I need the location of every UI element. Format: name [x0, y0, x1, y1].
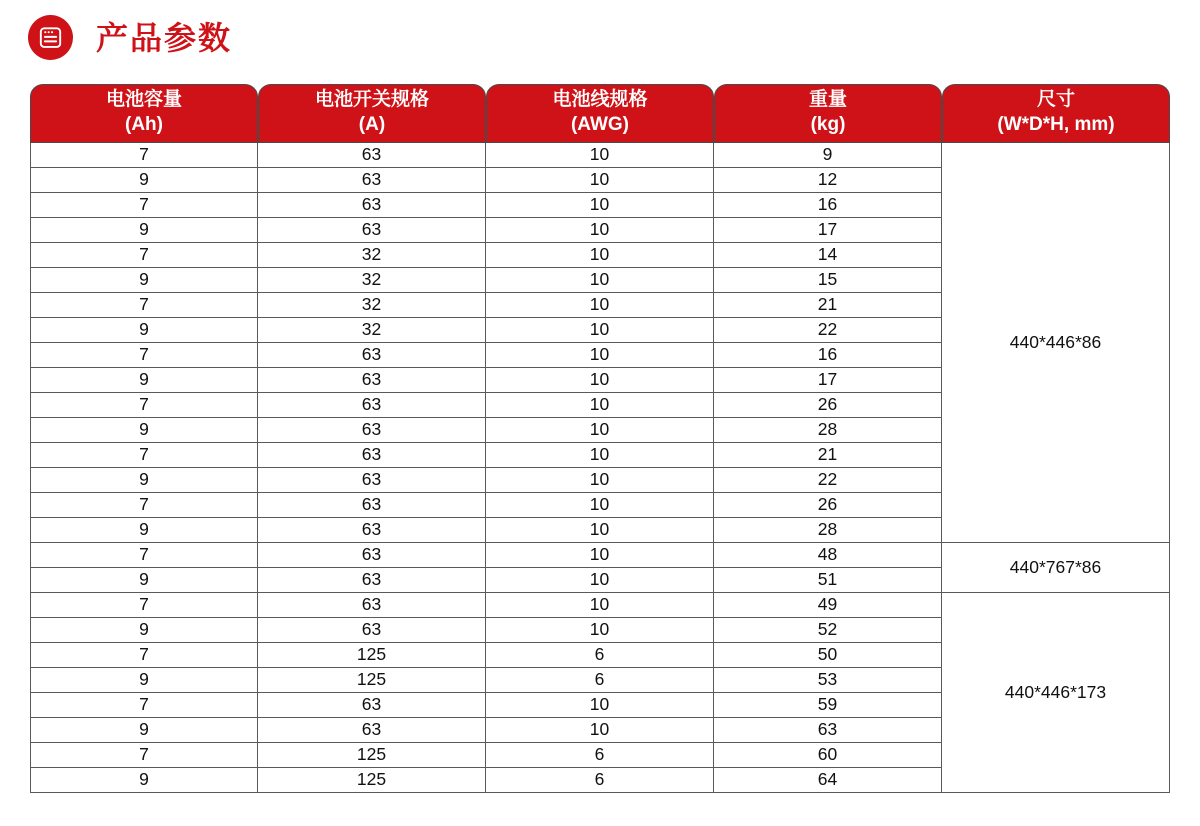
header-unit: (AWG)	[570, 113, 630, 135]
header-unit: (W*D*H, mm)	[997, 113, 1115, 135]
wire-spec-cell: 10	[486, 293, 714, 318]
weight-cell: 49	[714, 593, 942, 618]
battery-capacity-cell: 9	[30, 318, 258, 343]
weight-cell: 15	[714, 268, 942, 293]
weight-cell: 26	[714, 493, 942, 518]
switch-spec-cell: 63	[258, 568, 486, 593]
header-dimensions	[942, 84, 1170, 143]
weight-cell: 28	[714, 518, 942, 543]
switch-spec-cell: 63	[258, 393, 486, 418]
section-header	[28, 15, 232, 60]
switch-spec-cell: 125	[258, 768, 486, 793]
weight-cell: 60	[714, 743, 942, 768]
battery-capacity-cell: 7	[30, 143, 258, 168]
weight-cell: 14	[714, 243, 942, 268]
wire-spec-cell: 10	[486, 418, 714, 443]
switch-spec-cell: 63	[258, 343, 486, 368]
switch-spec-cell: 63	[258, 543, 486, 568]
switch-spec-cell: 63	[258, 468, 486, 493]
table-row	[30, 593, 1170, 618]
weight-cell: 64	[714, 768, 942, 793]
battery-capacity-cell: 7	[30, 543, 258, 568]
weight-cell: 48	[714, 543, 942, 568]
header-unit: (Ah)	[125, 113, 163, 135]
battery-capacity-cell: 7	[30, 693, 258, 718]
wire-spec-cell: 10	[486, 568, 714, 593]
battery-capacity-cell: 7	[30, 393, 258, 418]
weight-cell: 59	[714, 693, 942, 718]
wire-spec-cell: 10	[486, 543, 714, 568]
battery-capacity-cell: 9	[30, 718, 258, 743]
dimension-cell: 440*446*86	[942, 143, 1170, 543]
switch-spec-cell: 63	[258, 593, 486, 618]
spec-sheet-icon	[28, 15, 73, 60]
dimension-cell: 440*767*86	[942, 543, 1170, 593]
header-wire-spec	[486, 84, 714, 143]
battery-capacity-cell: 9	[30, 668, 258, 693]
header-label: 重量	[808, 88, 847, 110]
battery-capacity-cell: 7	[30, 593, 258, 618]
switch-spec-cell: 63	[258, 193, 486, 218]
table-header-row	[30, 84, 1170, 143]
weight-cell: 16	[714, 193, 942, 218]
header-unit: (A)	[358, 113, 386, 135]
table-body	[30, 143, 1170, 793]
wire-spec-cell: 10	[486, 268, 714, 293]
wire-spec-cell: 10	[486, 368, 714, 393]
battery-capacity-cell: 9	[30, 368, 258, 393]
wire-spec-cell: 10	[486, 393, 714, 418]
battery-capacity-cell: 7	[30, 493, 258, 518]
weight-cell: 21	[714, 443, 942, 468]
weight-cell: 22	[714, 468, 942, 493]
wire-spec-cell: 10	[486, 143, 714, 168]
switch-spec-cell: 32	[258, 293, 486, 318]
battery-capacity-cell: 7	[30, 193, 258, 218]
switch-spec-cell: 63	[258, 443, 486, 468]
battery-capacity-cell: 9	[30, 168, 258, 193]
battery-capacity-cell: 9	[30, 518, 258, 543]
weight-cell: 26	[714, 393, 942, 418]
weight-cell: 53	[714, 668, 942, 693]
wire-spec-cell: 6	[486, 668, 714, 693]
weight-cell: 28	[714, 418, 942, 443]
switch-spec-cell: 63	[258, 143, 486, 168]
page-title: 产品参数	[96, 19, 233, 56]
battery-capacity-cell: 7	[30, 293, 258, 318]
battery-capacity-cell: 9	[30, 618, 258, 643]
header-label: 电池开关规格	[314, 88, 429, 110]
battery-capacity-cell: 9	[30, 768, 258, 793]
table-header	[30, 84, 1170, 143]
wire-spec-cell: 10	[486, 693, 714, 718]
switch-spec-cell: 32	[258, 243, 486, 268]
header-switch-spec	[258, 84, 486, 143]
weight-cell: 63	[714, 718, 942, 743]
weight-cell: 50	[714, 643, 942, 668]
weight-cell: 22	[714, 318, 942, 343]
weight-cell: 21	[714, 293, 942, 318]
battery-capacity-cell: 7	[30, 743, 258, 768]
wire-spec-cell: 6	[486, 743, 714, 768]
battery-capacity-cell: 9	[30, 418, 258, 443]
battery-capacity-cell: 9	[30, 468, 258, 493]
battery-capacity-cell: 9	[30, 268, 258, 293]
switch-spec-cell: 125	[258, 668, 486, 693]
weight-cell: 12	[714, 168, 942, 193]
wire-spec-cell: 10	[486, 193, 714, 218]
weight-cell: 16	[714, 343, 942, 368]
wire-spec-cell: 10	[486, 718, 714, 743]
wire-spec-cell: 10	[486, 318, 714, 343]
wire-spec-cell: 10	[486, 593, 714, 618]
dimension-cell: 440*446*173	[942, 593, 1170, 793]
switch-spec-cell: 125	[258, 643, 486, 668]
weight-cell: 52	[714, 618, 942, 643]
battery-capacity-cell: 7	[30, 443, 258, 468]
battery-capacity-cell: 9	[30, 218, 258, 243]
battery-capacity-cell: 7	[30, 343, 258, 368]
weight-cell: 9	[714, 143, 942, 168]
wire-spec-cell: 10	[486, 243, 714, 268]
switch-spec-cell: 63	[258, 168, 486, 193]
header-unit: (kg)	[810, 113, 846, 135]
wire-spec-cell: 10	[486, 443, 714, 468]
header-weight	[714, 84, 942, 143]
wire-spec-cell: 10	[486, 168, 714, 193]
wire-spec-cell: 10	[486, 493, 714, 518]
wire-spec-cell: 10	[486, 218, 714, 243]
wire-spec-cell: 10	[486, 343, 714, 368]
switch-spec-cell: 63	[258, 418, 486, 443]
battery-capacity-cell: 9	[30, 568, 258, 593]
weight-cell: 17	[714, 368, 942, 393]
product-parameters-table	[30, 84, 1170, 793]
header-label: 尺寸	[1036, 88, 1075, 110]
table-row	[30, 543, 1170, 568]
header-battery-capacity	[30, 84, 258, 143]
wire-spec-cell: 10	[486, 518, 714, 543]
switch-spec-cell: 32	[258, 318, 486, 343]
weight-cell: 17	[714, 218, 942, 243]
header-label: 电池容量	[105, 88, 182, 110]
switch-spec-cell: 63	[258, 218, 486, 243]
wire-spec-cell: 10	[486, 468, 714, 493]
battery-capacity-cell: 7	[30, 243, 258, 268]
table-row	[30, 143, 1170, 168]
wire-spec-cell: 6	[486, 643, 714, 668]
wire-spec-cell: 10	[486, 618, 714, 643]
switch-spec-cell: 32	[258, 268, 486, 293]
switch-spec-cell: 63	[258, 518, 486, 543]
header-label: 电池线规格	[552, 88, 648, 110]
switch-spec-cell: 63	[258, 693, 486, 718]
switch-spec-cell: 63	[258, 718, 486, 743]
switch-spec-cell: 63	[258, 368, 486, 393]
battery-capacity-cell: 7	[30, 643, 258, 668]
switch-spec-cell: 63	[258, 618, 486, 643]
weight-cell: 51	[714, 568, 942, 593]
switch-spec-cell: 125	[258, 743, 486, 768]
switch-spec-cell: 63	[258, 493, 486, 518]
wire-spec-cell: 6	[486, 768, 714, 793]
